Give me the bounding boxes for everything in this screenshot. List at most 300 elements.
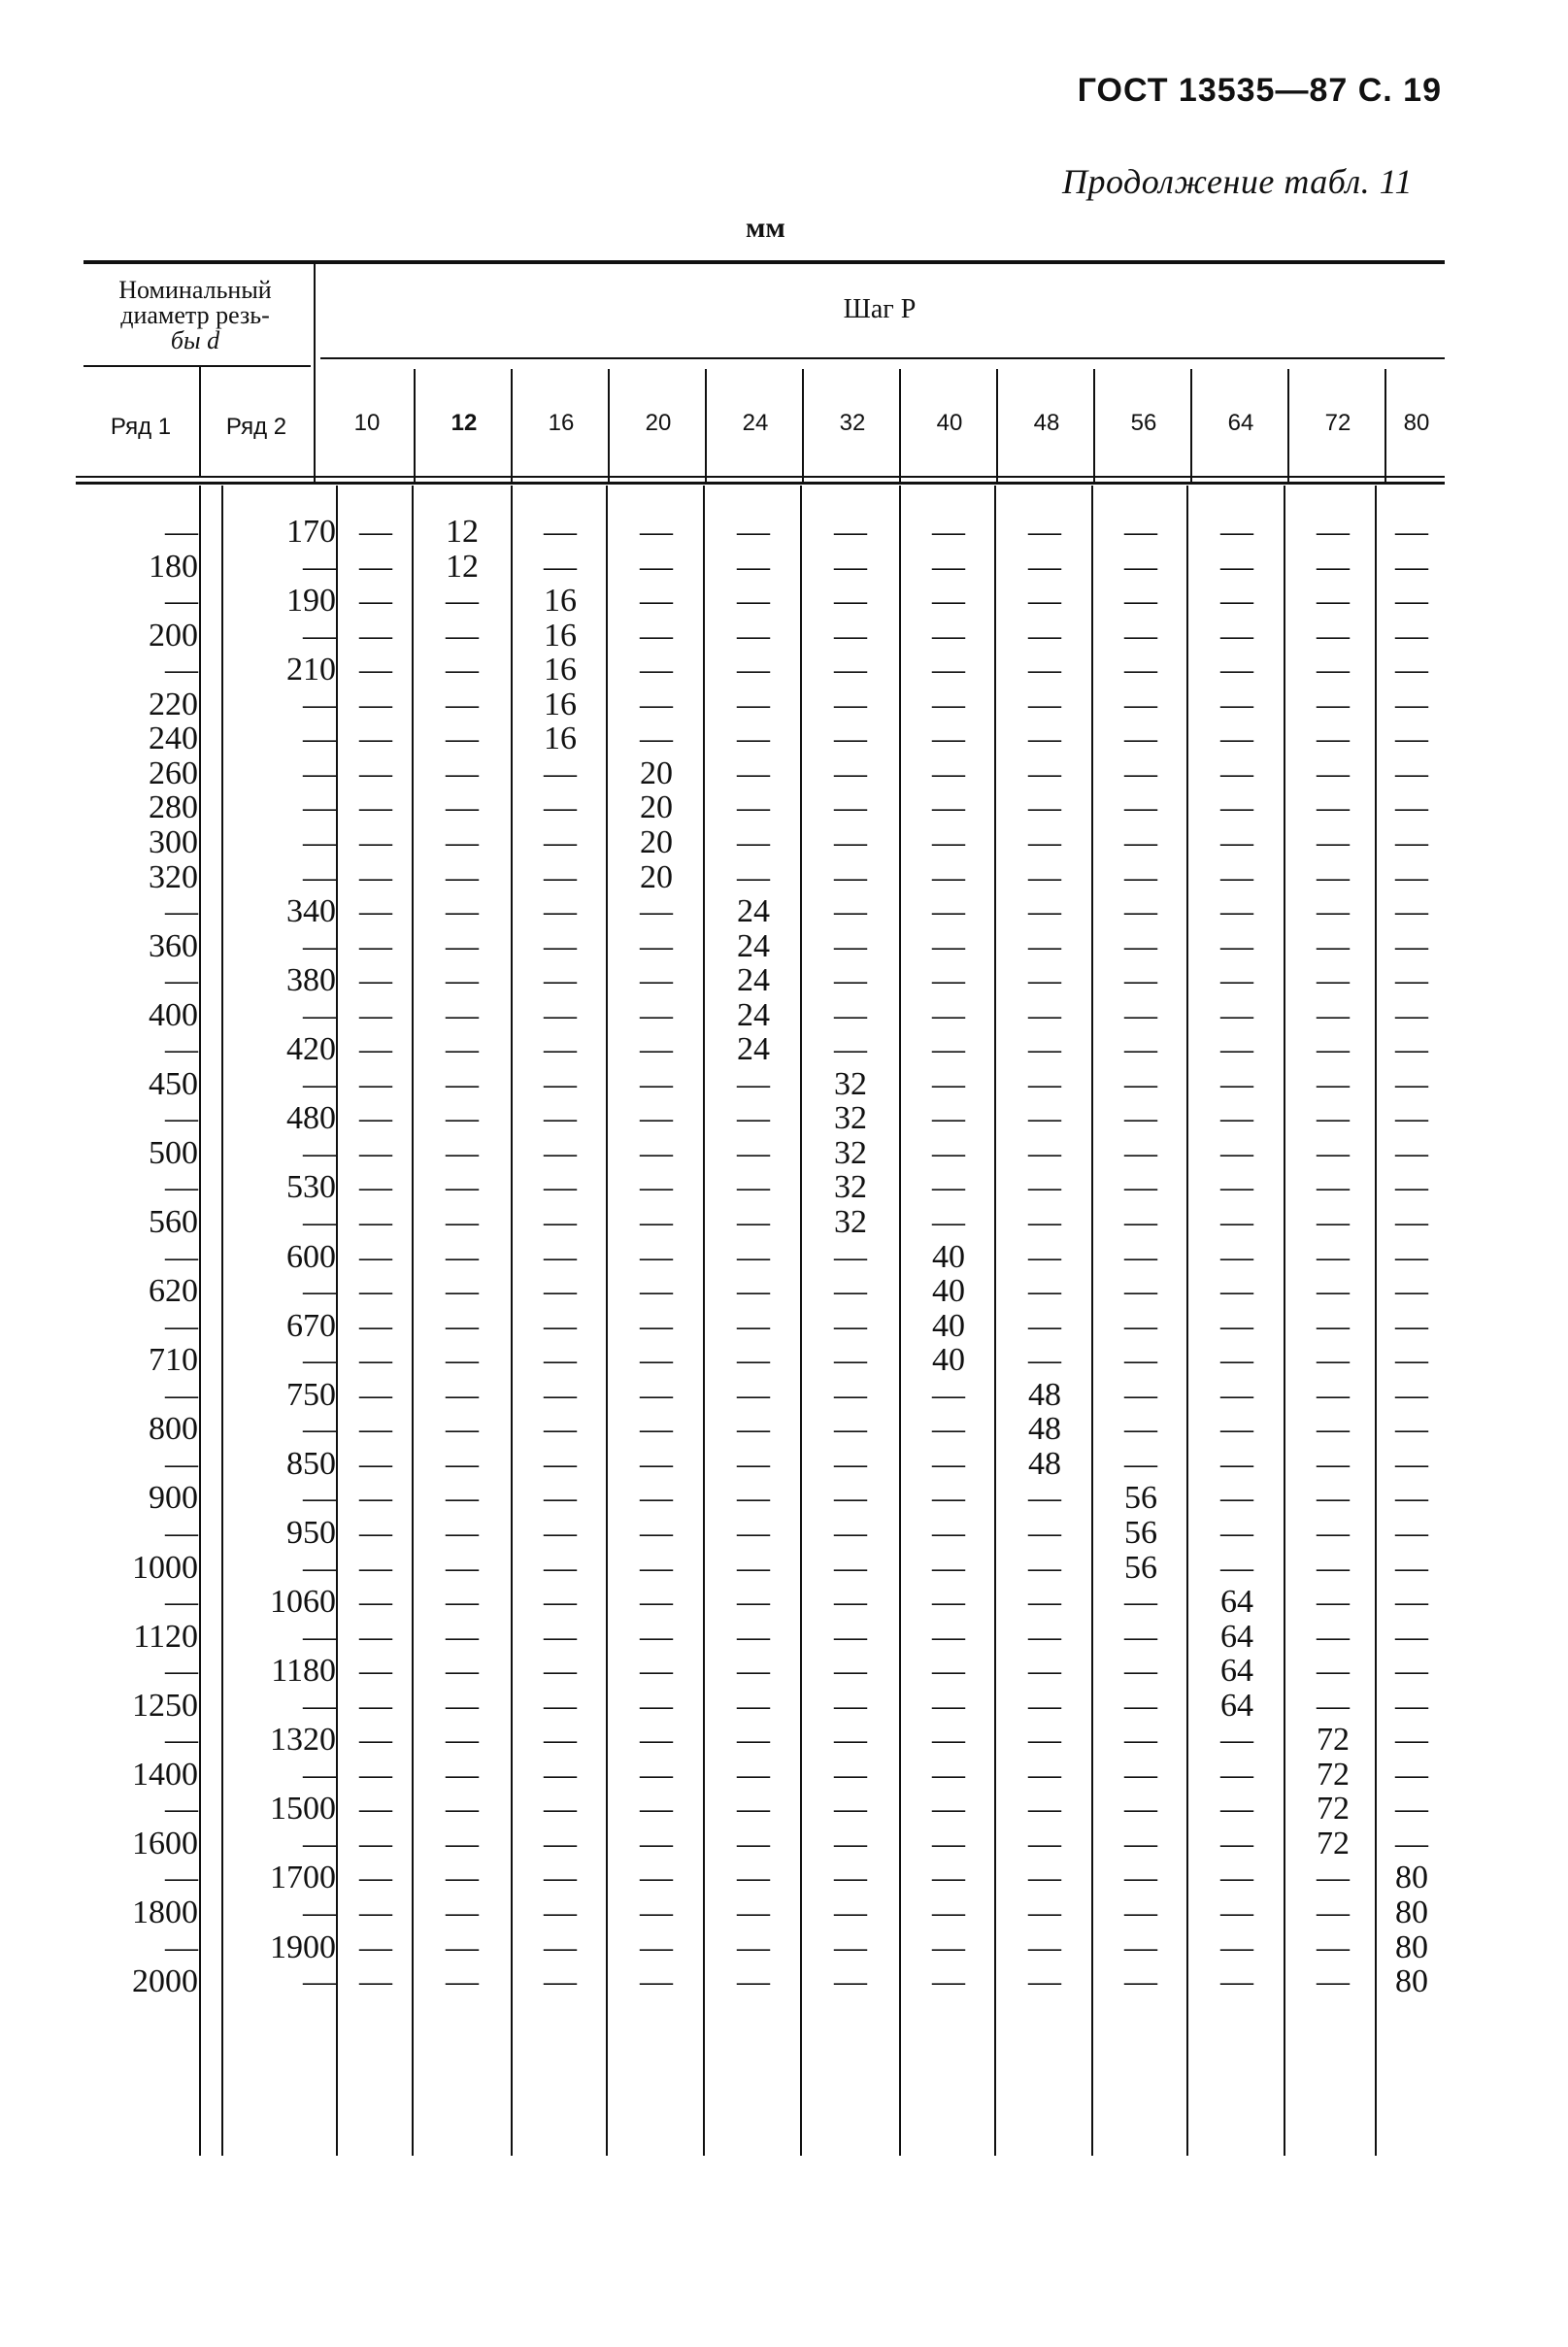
row2-diameter-cell: — <box>303 858 336 895</box>
pitch-cell: — <box>446 1584 479 1621</box>
pitch-cell: — <box>1028 1514 1061 1551</box>
row2-diameter-cell: 1700 <box>270 1860 336 1896</box>
pitch-header-16: 16 <box>548 410 575 436</box>
pitch-cell: — <box>1028 927 1061 964</box>
pitch-cell: — <box>834 1514 867 1551</box>
pitch-cell: — <box>834 1756 867 1793</box>
pitch-cell: — <box>1028 754 1061 791</box>
row2-diameter-cell: — <box>303 1618 336 1655</box>
row2-diameter-cell: — <box>303 1480 336 1517</box>
pitch-cell: — <box>446 1238 479 1275</box>
pitch-cell: 40 <box>932 1307 965 1344</box>
pitch-cell: — <box>737 1963 770 2000</box>
pitch-cell: — <box>640 514 673 550</box>
pitch-cell: — <box>932 1445 965 1482</box>
pitch-cell: — <box>1317 1894 1350 1930</box>
units-label: мм <box>746 212 785 244</box>
pitch-header-12: 12 <box>450 410 478 436</box>
pitch-cell: — <box>834 1342 867 1379</box>
pitch-cell: — <box>1220 1514 1253 1551</box>
pitch-cell: — <box>737 1376 770 1413</box>
vline-body-row1 <box>199 486 201 2156</box>
pitch-cell: — <box>932 652 965 688</box>
pitch-cell: — <box>932 1860 965 1896</box>
pitch-cell: — <box>1317 1307 1350 1344</box>
row1-diameter-cell: 1800 <box>132 1894 198 1930</box>
pitch-cell: — <box>1220 1963 1253 2000</box>
pitch-cell: — <box>834 927 867 964</box>
row1-diameter-cell: 280 <box>149 789 198 826</box>
row1-diameter-cell: 220 <box>149 686 198 722</box>
pitch-cell: — <box>1317 1238 1350 1275</box>
pitch-cell: 12 <box>446 514 479 550</box>
pitch-cell: — <box>1124 548 1157 585</box>
pitch-cell: — <box>1028 686 1061 722</box>
pitch-cell: — <box>446 583 479 620</box>
pitch-cell: 24 <box>737 996 770 1033</box>
row2-diameter-cell: — <box>303 1963 336 2000</box>
pitch-cell: — <box>932 1963 965 2000</box>
pitch-cell: 72 <box>1317 1791 1350 1827</box>
pitch-cell: — <box>1395 1273 1428 1310</box>
pitch-cell: 40 <box>932 1238 965 1275</box>
pitch-cell: — <box>1028 1307 1061 1344</box>
pitch-cell: — <box>544 1756 577 1793</box>
pitch-cell: — <box>834 583 867 620</box>
vline-pitch-header-3 <box>705 369 707 484</box>
pitch-cell: — <box>1395 789 1428 826</box>
pitch-cell: 48 <box>1028 1445 1061 1482</box>
pitch-cell: — <box>359 1722 392 1759</box>
pitch-cell: 64 <box>1220 1618 1253 1655</box>
pitch-cell: — <box>1124 514 1157 550</box>
pitch-cell: — <box>1124 1791 1157 1827</box>
pitch-cell: — <box>834 1894 867 1930</box>
pitch-cell: — <box>544 548 577 585</box>
pitch-cell: — <box>834 823 867 860</box>
pitch-cell: 32 <box>834 1204 867 1240</box>
pitch-cell: — <box>640 1687 673 1724</box>
row1-diameter-cell: — <box>165 962 198 999</box>
pitch-cell: — <box>446 1169 479 1206</box>
pitch-cell: — <box>1124 1273 1157 1310</box>
pitch-cell: — <box>737 1928 770 1965</box>
vline-pitch-header-4 <box>802 369 804 484</box>
pitch-cell: — <box>1124 1204 1157 1240</box>
pitch-cell: — <box>1124 1756 1157 1793</box>
pitch-cell: — <box>544 1722 577 1759</box>
pitch-cell: — <box>737 1653 770 1690</box>
pitch-cell: — <box>1028 996 1061 1033</box>
pitch-cell: — <box>737 1549 770 1586</box>
pitch-cell: — <box>1220 1169 1253 1206</box>
pitch-cell: — <box>359 1791 392 1827</box>
row2-diameter-cell: 380 <box>286 962 336 999</box>
pitch-cell: — <box>1220 583 1253 620</box>
pitch-cell: — <box>1220 962 1253 999</box>
pitch-cell: — <box>834 514 867 550</box>
pitch-cell: — <box>834 1376 867 1413</box>
pitch-cell: — <box>737 1273 770 1310</box>
pitch-cell: — <box>1395 1653 1428 1690</box>
vline-body-9 <box>1186 486 1188 2156</box>
pitch-cell: — <box>834 789 867 826</box>
row1-diameter-cell: 240 <box>149 721 198 757</box>
pitch-cell: — <box>1395 1791 1428 1827</box>
pitch-cell: — <box>359 1928 392 1965</box>
pitch-cell: — <box>932 1687 965 1724</box>
vline-pitch-header-8 <box>1190 369 1192 484</box>
vline-body-7 <box>994 486 996 2156</box>
pitch-cell: — <box>737 583 770 620</box>
pitch-cell: — <box>1220 823 1253 860</box>
pitch-cell: — <box>446 1825 479 1861</box>
pitch-cell: — <box>737 1100 770 1137</box>
row1-diameter-cell: 500 <box>149 1134 198 1171</box>
header-bottom-rule-2 <box>76 482 1445 485</box>
pitch-cell: — <box>640 1584 673 1621</box>
pitch-cell: — <box>1124 1722 1157 1759</box>
pitch-cell: — <box>446 1549 479 1586</box>
row2-diameter-cell: — <box>303 686 336 722</box>
pitch-cell: — <box>544 1100 577 1137</box>
pitch-cell: — <box>1395 754 1428 791</box>
pitch-cell: 64 <box>1220 1653 1253 1690</box>
pitch-cell: — <box>1220 1307 1253 1344</box>
pitch-cell: — <box>1220 1791 1253 1827</box>
pitch-cell: — <box>640 1100 673 1137</box>
row1-diameter-cell: 400 <box>149 996 198 1033</box>
pitch-cell: — <box>1395 1756 1428 1793</box>
pitch-cell: — <box>1317 514 1350 550</box>
vline-pitch-header-0 <box>414 369 416 484</box>
row1-diameter-cell: 1400 <box>132 1756 198 1793</box>
pitch-cell: — <box>359 686 392 722</box>
pitch-cell: — <box>737 1618 770 1655</box>
pitch-cell: — <box>1124 1825 1157 1861</box>
pitch-cell: — <box>446 1756 479 1793</box>
row1-diameter-cell: — <box>165 1169 198 1206</box>
pitch-cell: — <box>1028 789 1061 826</box>
pitch-cell: — <box>1317 583 1350 620</box>
pitch-cell: — <box>446 996 479 1033</box>
vline-pitch-header-1 <box>511 369 513 484</box>
pitch-cell: — <box>1220 1445 1253 1482</box>
pitch-cell: — <box>1220 1480 1253 1517</box>
row2-diameter-cell: 1500 <box>270 1791 336 1827</box>
pitch-cell: — <box>834 1549 867 1586</box>
pitch-cell: — <box>544 962 577 999</box>
pitch-cell: — <box>359 1514 392 1551</box>
pitch-cell: — <box>737 1342 770 1379</box>
row1-diameter-cell: — <box>165 583 198 620</box>
row2-diameter-cell: — <box>303 548 336 585</box>
pitch-cell: — <box>1317 962 1350 999</box>
pitch-cell: — <box>1028 652 1061 688</box>
pitch-cell: — <box>1028 1653 1061 1690</box>
pitch-cell: — <box>359 1825 392 1861</box>
pitch-cell: — <box>1220 1825 1253 1861</box>
pitch-cell: — <box>737 652 770 688</box>
pitch-cell: 16 <box>544 686 577 722</box>
pitch-cell: — <box>1395 652 1428 688</box>
pitch-cell: — <box>834 686 867 722</box>
pitch-cell: — <box>1028 1825 1061 1861</box>
pitch-cell: — <box>640 1342 673 1379</box>
pitch-cell: — <box>446 1342 479 1379</box>
pitch-cell: — <box>1028 1963 1061 2000</box>
vline-pitch-header-7 <box>1093 369 1095 484</box>
pitch-cell: — <box>932 1169 965 1206</box>
pitch-cell: — <box>737 823 770 860</box>
pitch-cell: — <box>359 1238 392 1275</box>
row1-diameter-cell: — <box>165 652 198 688</box>
pitch-cell: — <box>640 1549 673 1586</box>
pitch-cell: — <box>446 1273 479 1310</box>
pitch-cell: — <box>1317 721 1350 757</box>
row2-diameter-cell: 170 <box>286 514 336 550</box>
pitch-cell: — <box>446 1065 479 1102</box>
pitch-cell: — <box>1124 721 1157 757</box>
pitch-cell: — <box>834 1411 867 1448</box>
pitch-cell: — <box>834 1238 867 1275</box>
pitch-cell: — <box>1028 1584 1061 1621</box>
pitch-cell: — <box>1395 1514 1428 1551</box>
pitch-cell: — <box>932 962 965 999</box>
page-header: ГОСТ 13535—87 С. 19 <box>1077 72 1442 109</box>
pitch-cell: — <box>446 927 479 964</box>
pitch-cell: 12 <box>446 548 479 585</box>
pitch-cell: — <box>1220 1100 1253 1137</box>
pitch-cell: — <box>1220 996 1253 1033</box>
pitch-cell: — <box>737 1411 770 1448</box>
pitch-cell: — <box>1028 1618 1061 1655</box>
pitch-cell: — <box>932 1065 965 1102</box>
row2-diameter-cell: — <box>303 721 336 757</box>
pitch-cell: — <box>932 858 965 895</box>
pitch-cell: — <box>1220 893 1253 930</box>
pitch-cell: — <box>932 789 965 826</box>
pitch-cell: — <box>359 1480 392 1517</box>
pitch-cell: — <box>932 1584 965 1621</box>
pitch-cell: — <box>544 858 577 895</box>
pitch-cell: — <box>1028 1860 1061 1896</box>
pitch-cell: — <box>1220 1928 1253 1965</box>
pitch-cell: — <box>640 893 673 930</box>
pitch-header-64: 64 <box>1227 410 1254 436</box>
pitch-header-72: 72 <box>1324 410 1351 436</box>
row2-diameter-cell: 530 <box>286 1169 336 1206</box>
pitch-cell: — <box>446 1307 479 1344</box>
row2-diameter-cell: — <box>303 1411 336 1448</box>
pitch-cell: — <box>1317 996 1350 1033</box>
pitch-cell: — <box>737 1445 770 1482</box>
pitch-cell: — <box>834 1653 867 1690</box>
pitch-cell: — <box>1124 1963 1157 2000</box>
pitch-cell: — <box>359 1204 392 1240</box>
pitch-cell: 80 <box>1395 1928 1428 1965</box>
pitch-cell: — <box>544 1238 577 1275</box>
pitch-cell: 64 <box>1220 1687 1253 1724</box>
pitch-cell: 16 <box>544 652 577 688</box>
pitch-cell: 72 <box>1317 1722 1350 1759</box>
pitch-cell: — <box>446 1480 479 1517</box>
pitch-cell: — <box>1317 1376 1350 1413</box>
row1-diameter-cell: — <box>165 1928 198 1965</box>
vline-pitch-header-10 <box>1385 369 1386 484</box>
pitch-cell: — <box>1220 652 1253 688</box>
pitch-cell: — <box>1028 548 1061 585</box>
pitch-cell: — <box>544 1894 577 1930</box>
pitch-cell: — <box>640 1411 673 1448</box>
row2-diameter-cell: — <box>303 789 336 826</box>
pitch-cell: — <box>446 652 479 688</box>
row2-diameter-cell: 1060 <box>270 1584 336 1621</box>
pitch-cell: — <box>446 1963 479 2000</box>
pitch-cell: — <box>1317 1928 1350 1965</box>
row2-diameter-cell: — <box>303 927 336 964</box>
pitch-cell: — <box>544 789 577 826</box>
pitch-cell: — <box>1317 1065 1350 1102</box>
pitch-cell: 80 <box>1395 1963 1428 2000</box>
pitch-cell: — <box>640 1722 673 1759</box>
pitch-cell: — <box>1028 1928 1061 1965</box>
pitch-cell: — <box>640 1238 673 1275</box>
pitch-cell: — <box>1220 1342 1253 1379</box>
vline-row1-row2-header <box>199 365 201 478</box>
pitch-cell: — <box>544 1653 577 1690</box>
pitch-header-56: 56 <box>1130 410 1157 436</box>
pitch-header-24: 24 <box>742 410 769 436</box>
pitch-cell: — <box>446 1031 479 1068</box>
pitch-cell: — <box>737 1204 770 1240</box>
pitch-cell: — <box>1220 789 1253 826</box>
pitch-cell: — <box>932 1825 965 1861</box>
pitch-cell: — <box>1220 1860 1253 1896</box>
pitch-cell: — <box>359 1307 392 1344</box>
pitch-cell: — <box>1220 1376 1253 1413</box>
pitch-cell: — <box>640 1204 673 1240</box>
pitch-cell: — <box>834 1687 867 1724</box>
pitch-cell: — <box>1028 1342 1061 1379</box>
row1-diameter-cell: — <box>165 1376 198 1413</box>
nominal-diameter-header-line2: диаметр резь- <box>120 301 270 329</box>
pitch-cell: — <box>1317 1134 1350 1171</box>
pitch-cell: — <box>834 1584 867 1621</box>
pitch-cell: — <box>834 1618 867 1655</box>
pitch-cell: — <box>1395 858 1428 895</box>
pitch-cell: — <box>1124 1169 1157 1206</box>
pitch-cell: — <box>1220 721 1253 757</box>
pitch-cell: — <box>640 1791 673 1827</box>
pitch-cell: 32 <box>834 1134 867 1171</box>
pitch-cell: — <box>1317 927 1350 964</box>
pitch-cell: — <box>834 652 867 688</box>
pitch-cell: — <box>1124 1100 1157 1137</box>
pitch-cell: — <box>1124 1411 1157 1448</box>
pitch-cell: 64 <box>1220 1584 1253 1621</box>
pitch-cell: — <box>1124 1307 1157 1344</box>
row1-diameter-cell: 1250 <box>132 1687 198 1724</box>
pitch-cell: — <box>1395 686 1428 722</box>
pitch-cell: — <box>1220 1549 1253 1586</box>
pitch-cell: — <box>1028 1204 1061 1240</box>
row1-diameter-cell: — <box>165 1514 198 1551</box>
pitch-cell: — <box>1395 1722 1428 1759</box>
pitch-cell: — <box>640 1963 673 2000</box>
pitch-cell: — <box>359 789 392 826</box>
pitch-header-10: 10 <box>353 410 381 436</box>
pitch-cell: — <box>932 686 965 722</box>
pitch-cell: — <box>544 1031 577 1068</box>
pitch-cell: — <box>1317 1549 1350 1586</box>
pitch-cell: 20 <box>640 754 673 791</box>
pitch-cell: — <box>1395 1618 1428 1655</box>
pitch-cell: — <box>1124 652 1157 688</box>
pitch-cell: — <box>1220 686 1253 722</box>
pitch-cell: — <box>1124 1618 1157 1655</box>
pitch-cell: — <box>1220 1411 1253 1448</box>
pitch-cell: — <box>359 721 392 757</box>
row1-diameter-cell: — <box>165 1238 198 1275</box>
pitch-cell: — <box>359 996 392 1033</box>
pitch-cell: — <box>640 1860 673 1896</box>
pitch-cell: — <box>446 789 479 826</box>
row2-diameter-cell: — <box>303 996 336 1033</box>
pitch-cell: — <box>1028 1065 1061 1102</box>
pitch-cell: — <box>932 583 965 620</box>
pitch-cell: — <box>359 1445 392 1482</box>
pitch-cell: — <box>640 617 673 654</box>
pitch-cell: — <box>640 652 673 688</box>
pitch-cell: — <box>359 927 392 964</box>
vline-body-2 <box>511 486 513 2156</box>
pitch-cell: — <box>359 1963 392 2000</box>
pitch-cell: — <box>834 1445 867 1482</box>
row1-diameter-cell: — <box>165 1031 198 1068</box>
pitch-cell: — <box>834 548 867 585</box>
row1-diameter-cell: 710 <box>149 1342 198 1379</box>
row2-diameter-cell: — <box>303 1065 336 1102</box>
pitch-cell: — <box>1028 1134 1061 1171</box>
pitch-cell: — <box>932 721 965 757</box>
row2-diameter-cell: 850 <box>286 1445 336 1482</box>
pitch-cell: — <box>640 1445 673 1482</box>
pitch-cell: — <box>1317 1169 1350 1206</box>
pitch-cell: — <box>1028 1031 1061 1068</box>
pitch-cell: — <box>1124 1445 1157 1482</box>
pitch-cell: — <box>1220 927 1253 964</box>
pitch-cell: — <box>1028 1100 1061 1137</box>
pitch-cell: 48 <box>1028 1376 1061 1413</box>
pitch-cell: — <box>1395 583 1428 620</box>
pitch-header-80: 80 <box>1403 410 1430 436</box>
row1-diameter-cell: — <box>165 1722 198 1759</box>
row2-diameter-cell: — <box>303 1549 336 1586</box>
pitch-cell: — <box>1395 1687 1428 1724</box>
nominal-diameter-header-line1: Номинальный <box>118 276 272 304</box>
pitch-cell: — <box>1124 686 1157 722</box>
pitch-cell: — <box>932 1549 965 1586</box>
pitch-cell: 40 <box>932 1342 965 1379</box>
pitch-cell: — <box>1028 617 1061 654</box>
pitch-cell: — <box>1124 1376 1157 1413</box>
pitch-cell: — <box>359 1376 392 1413</box>
pitch-cell: — <box>1124 1894 1157 1930</box>
pitch-cell: — <box>737 1238 770 1275</box>
pitch-cell: — <box>544 1307 577 1344</box>
pitch-cell: — <box>544 1134 577 1171</box>
